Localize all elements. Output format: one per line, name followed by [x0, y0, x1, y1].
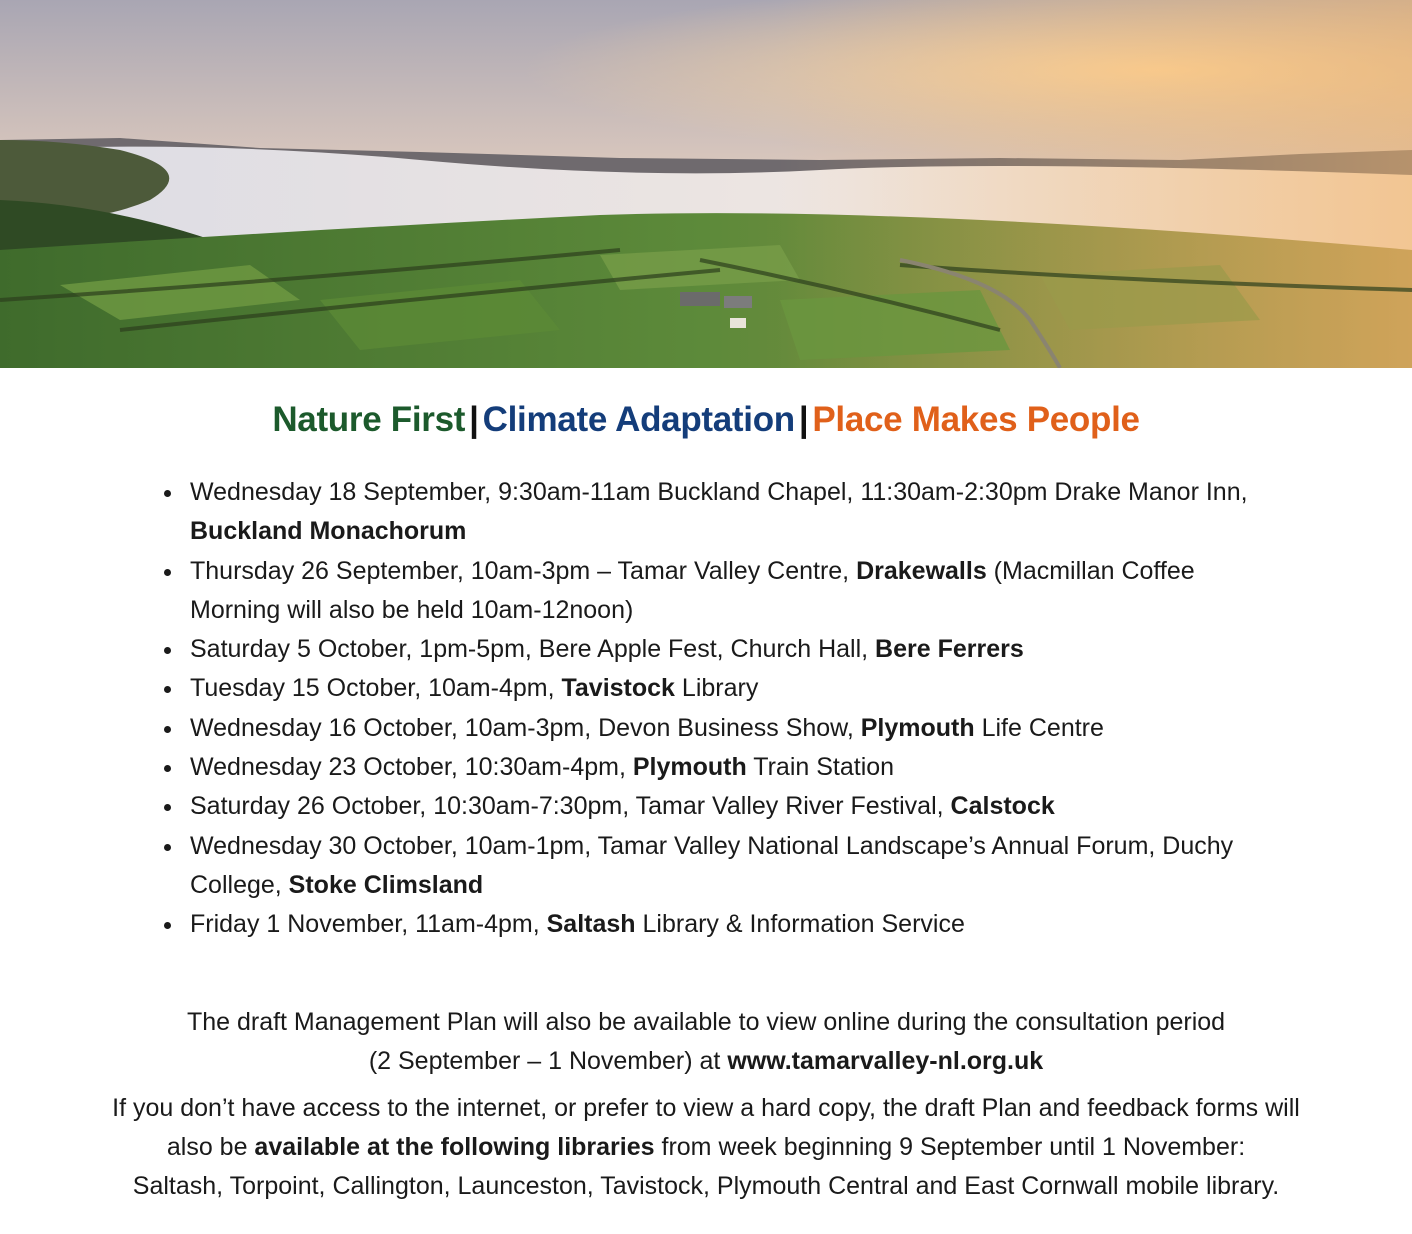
online-availability-text — [30, 1003, 1382, 1081]
tagline-climate-adaptation: Climate Adaptation — [482, 400, 795, 439]
tagline-separator: | — [798, 400, 809, 439]
event-item: Tuesday 15 October, 10am-4pm, Tavistock Library — [190, 669, 1280, 708]
event-item: Wednesday 18 September, 9:30am-11am Buckland Chapel, 11:30am-2:30pm Drake Manor Inn, Buckland Monachorum — [190, 473, 1280, 552]
libraries-line-1: If you don’t have access to the internet, or prefer to view a hard copy, the draft Plan and feedback forms will — [112, 1094, 1300, 1122]
tagline-separator: | — [469, 400, 479, 439]
event-item: Saturday 5 October, 1pm-5pm, Bere Apple Fest, Church Hall, Bere Ferrers — [190, 630, 1280, 669]
tagline-place-makes-people: Place Makes People — [812, 400, 1140, 439]
event-item: Wednesday 23 October, 10:30am-4pm, Plymouth Train Station — [190, 748, 1280, 787]
event-item: Wednesday 30 October, 10am-1pm, Tamar Valley National Landscape’s Annual Forum, Duchy College, Stoke Climsland — [190, 827, 1280, 906]
event-item: Wednesday 16 October, 10am-3pm, Devon Business Show, Plymouth Life Centre — [190, 709, 1280, 748]
tagline-nature-first: Nature First — [272, 400, 466, 439]
event-item: Thursday 26 September, 10am-3pm – Tamar Valley Centre, Drakewalls (Macmillan Coffee Morning will also be held 10am-12noon) — [190, 552, 1280, 631]
libraries-availability-text — [30, 1089, 1382, 1206]
event-item: Saturday 26 October, 10:30am-7:30pm, Tamar Valley River Festival, Calstock — [190, 787, 1280, 826]
libraries-line-3: Saltash, Torpoint, Callington, Launceston, Tavistock, Plymouth Central and East Cornwall mobile library. — [132, 1172, 1280, 1200]
event-item: Friday 1 November, 11am-4pm, Saltash Library & Information Service — [190, 905, 1280, 944]
online-line-2: (2 September – 1 November) at www.tamarvalley-nl.org.uk — [368, 1047, 1044, 1075]
website-link[interactable]: www.tamarvalley-nl.org.uk — [727, 1047, 1044, 1075]
tagline — [0, 400, 1412, 440]
libraries-line-2: also be available at the following libraries from week beginning 9 September until 1 November: — [166, 1133, 1246, 1161]
landscape-banner-image — [0, 0, 1412, 368]
online-line-1: The draft Management Plan will also be available to view online during the consultation period — [186, 1008, 1226, 1036]
events-list — [190, 473, 1280, 945]
